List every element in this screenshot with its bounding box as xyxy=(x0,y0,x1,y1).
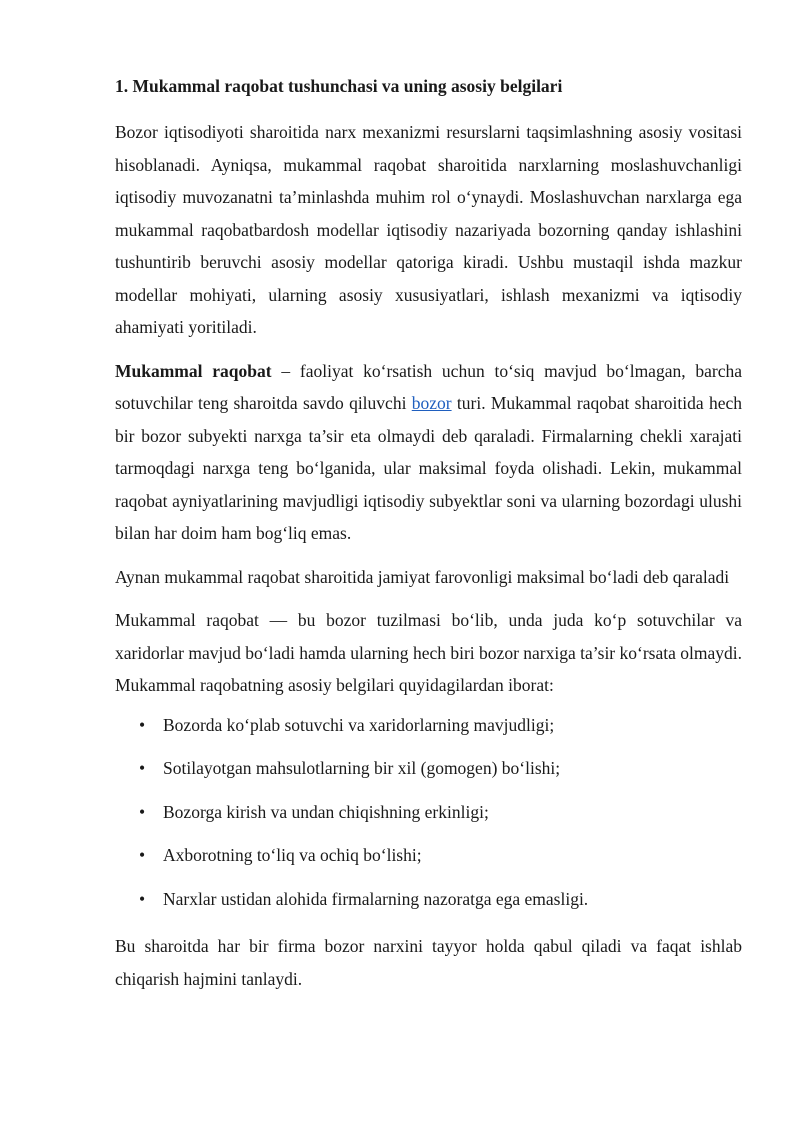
definition-text-after-link: turi. Mukammal raqobat sharoitida hech bir bozor subyekti narxga ta’sir eta olmaydi deb qaraladi. Firmalarning chekli xarajati tarmoqdagi narxga teng bo‘lganida, ular maksimal foyda olishadi. Lekin, mukammal raqobat ayniyatlarining mavjudligi iqtisodiy subyektlar soni va ularning bozordagi ulushi bilan har doim ham bog‘liq emas. xyxy=(115,393,742,543)
list-item xyxy=(115,756,742,780)
list-item xyxy=(115,800,742,824)
bozor-link[interactable]: bozor xyxy=(411,393,452,413)
list-item-text: Bozorga kirish va undan chiqishning erkinligi; xyxy=(163,801,489,822)
definition-paragraph xyxy=(115,355,742,550)
document-page xyxy=(115,74,742,1006)
list-item xyxy=(115,713,742,737)
definition-term: Mukammal raqobat xyxy=(115,360,272,381)
list-item-text: Axborotning to‘liq va ochiq bo‘lishi; xyxy=(163,845,422,865)
list-item xyxy=(115,887,742,911)
intro-paragraph: Bozor iqtisodiyoti sharoitida narx mexanizmi resurslarni taqsimlashning asosiy vositasi hisoblanadi. Ayniqsa, mukammal raqobat sharoitida narxlarning moslashuvchanligi iqtisodiy muvozanatni ta’minlashda muhim rol o‘ynaydi. Moslashuvchan narxlarga ega mukammal raqobatbardosh modellar iqtisodiy nazariyada bozorning qanday ishlashini tushuntirib beruvchi asosiy modellar qatoriga kiradi. Ushbu mustaqil ishda mazkur modellar mohiyati, ularning asosiy xususiyatlari, ishlash mexanizmi va iqtisodiy ahamiyati yoritiladi. xyxy=(115,122,742,337)
list-item-text: Narxlar ustidan alohida firmalarning nazoratga ega emasligi. xyxy=(163,888,589,909)
features-list xyxy=(115,713,742,911)
structure-paragraph: Mukammal raqobat — bu bozor tuzilmasi bo‘lib, unda juda ko‘p sotuvchilar va xaridorlar mavjud bo‘ladi hamda ularning hech biri bozor narxiga ta’sir ko‘rsata olmaydi. Mukammal raqobatning asosiy belgilari quyidagilardan iborat: xyxy=(115,610,742,695)
conclusion-paragraph: Bu sharoitda har bir firma bozor narxini tayyor holda qabul qiladi va faqat ishlab chiqarish hajmini tanlaydi. xyxy=(115,936,742,989)
list-item-text: Bozorda ko‘plab sotuvchi va xaridorlarning mavjudligi; xyxy=(163,714,555,735)
section-heading: 1. Mukammal raqobat tushunchasi va uning asosiy belgilari xyxy=(115,76,563,96)
bullet-icon: • xyxy=(139,801,146,822)
definition-text-before-link: – faoliyat ko‘rsatish uchun to‘siq mavjud bo‘lmagan, barcha sotuvchilar teng sharoitda savdo qiluvchi xyxy=(115,360,742,413)
bullet-icon: • xyxy=(139,845,146,865)
list-item-text: Sotilayotgan mahsulotlarning bir xil (gomogen) bo‘lishi; xyxy=(163,758,561,778)
bullet-icon: • xyxy=(139,888,146,909)
bullet-icon: • xyxy=(139,758,146,778)
welfare-paragraph: Aynan mukammal raqobat sharoitida jamiyat farovonligi maksimal bo‘ladi deb qaraladi xyxy=(115,566,730,587)
list-item xyxy=(115,843,742,867)
bullet-icon: • xyxy=(139,714,146,735)
